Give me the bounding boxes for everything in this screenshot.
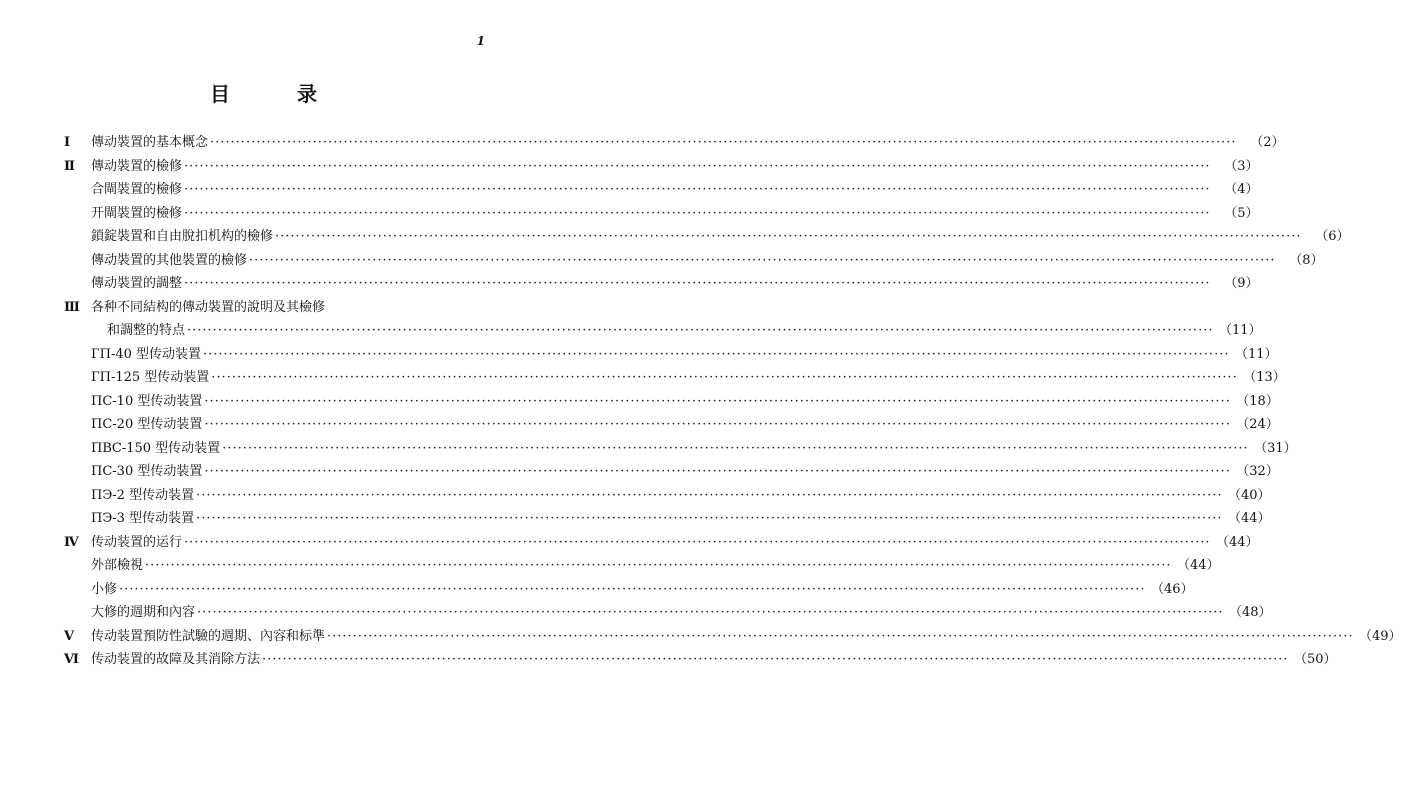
- dot-leader: ········································································································································································································: [187, 323, 1214, 338]
- toc-entry: [91, 225, 1350, 249]
- toc-page-ref: （44）: [1176, 558, 1220, 573]
- toc-row: [64, 272, 1259, 296]
- toc-row: [64, 554, 1220, 578]
- toc-row: [64, 625, 1401, 649]
- toc-row: [64, 601, 1272, 625]
- toc-entry-title: ПВС-150 型传动装置: [91, 440, 221, 456]
- dot-leader: ········································································································································································································: [119, 581, 1146, 597]
- toc-row: [64, 437, 1297, 461]
- toc-row: [64, 155, 1259, 179]
- toc-entry: [91, 296, 492, 320]
- toc-page-ref: （11）: [1234, 346, 1278, 362]
- dot-leader: ········································································································································································································: [275, 229, 1302, 244]
- toc-entry: [91, 437, 1297, 461]
- dot-leader: ········································································································································································································: [184, 276, 1211, 291]
- dot-leader: ········································································································································································································: [204, 417, 1231, 432]
- dot-leader: ········································································································································································································: [145, 558, 1172, 573]
- toc-entry: [91, 484, 1271, 508]
- toc-entry: [91, 155, 1259, 179]
- toc-entry-title: 传动装置的故障及其消除方法: [91, 652, 261, 667]
- toc-entry-title: 各种不同結构的傳动裝置的說明及其檢修: [91, 299, 326, 315]
- toc-entry-title: 傳动裝置的檢修: [91, 158, 183, 174]
- dot-leader: ········································································································································································································: [196, 487, 1223, 503]
- toc-entry: [91, 460, 1279, 484]
- dot-leader: ········································································································································································································: [262, 652, 1289, 667]
- toc-row: [64, 202, 1259, 226]
- toc-row: [64, 460, 1279, 484]
- toc-entry: [91, 507, 1271, 531]
- toc-page-ref: （44）: [1228, 511, 1271, 526]
- toc-entry-title: ПЭ-2 型传动装置: [91, 487, 195, 503]
- toc-entry-title: 小修: [91, 581, 118, 597]
- toc-page-ref: （6）: [1315, 229, 1350, 244]
- toc-row: [64, 484, 1271, 508]
- dot-leader: ········································································································································································································: [204, 464, 1231, 479]
- toc-entry: [91, 578, 1194, 602]
- toc-page-ref: （40）: [1228, 487, 1271, 503]
- toc-row: [64, 319, 1262, 343]
- toc-page-ref: （48）: [1228, 605, 1272, 620]
- dot-leader: ········································································································································································································: [222, 440, 1249, 456]
- toc-row: [64, 390, 1279, 414]
- toc-row: [64, 249, 1324, 273]
- toc-entry-title: ПС-30 型传动装置: [91, 464, 203, 479]
- toc-page-ref: （11）: [1218, 323, 1262, 338]
- toc-page-ref: （46）: [1150, 581, 1194, 597]
- toc-row: [64, 343, 1278, 367]
- dot-leader: ········································································································································································································: [196, 511, 1223, 526]
- toc-row: [64, 131, 1285, 155]
- toc-entry-title: 傳动裝置的其他裝置的檢修: [91, 252, 248, 268]
- toc-page-ref: （49）: [1358, 628, 1401, 644]
- toc-entry: [91, 366, 1286, 390]
- toc-entry-title: 合閘裝置的檢修: [91, 182, 183, 197]
- toc-entry-title: 开閘裝置的檢修: [91, 205, 183, 221]
- toc-page-ref: （24）: [1236, 417, 1279, 432]
- toc-entry: [91, 625, 1401, 649]
- toc-entry: [91, 390, 1279, 414]
- toc-row: [64, 225, 1350, 249]
- toc-page-ref: （2）: [1250, 135, 1285, 150]
- chapter-numeral: Ⅵ: [64, 652, 79, 667]
- dot-leader: ········································································································································································································: [327, 628, 1354, 644]
- toc-row: [64, 366, 1286, 390]
- toc-page-ref: （44）: [1215, 534, 1259, 550]
- toc-entry-title: 傳动裝置的調整: [91, 276, 183, 291]
- toc-entry: [107, 319, 1262, 343]
- toc-entry-title: 和調整的特点: [107, 323, 186, 338]
- toc-page-ref: （50）: [1293, 652, 1337, 667]
- toc-page-ref: （13）: [1243, 370, 1286, 385]
- toc-row: [64, 648, 1337, 672]
- toc-entry: [91, 601, 1272, 625]
- toc-entry-title: 大修的週期和內容: [91, 605, 196, 620]
- dot-leader: ········································································································································································································: [203, 346, 1230, 362]
- toc-page-ref: （18）: [1236, 393, 1279, 409]
- toc-page-ref: （9）: [1224, 276, 1259, 291]
- toc-entry-title: 傳动裝置的基本概念: [91, 135, 209, 150]
- toc-entry-title: ГП-40 型传动装置: [91, 346, 202, 362]
- toc-entry: [91, 413, 1279, 437]
- page-number: 1: [476, 34, 485, 48]
- dot-leader: ········································································································································································································: [184, 205, 1211, 221]
- toc-entry-title: ПЭ-3 型传动装置: [91, 511, 195, 526]
- toc-page-ref: （32）: [1236, 464, 1279, 479]
- dot-leader: ········································································································································································································: [211, 370, 1238, 385]
- toc-entry: [91, 554, 1220, 578]
- dot-leader: ········································································································································································································: [197, 605, 1224, 620]
- toc-entry-title: 传动装置預防性試驗的週期、內容和标準: [91, 628, 326, 644]
- toc-entry-title: 鎖錠裝置和自由脫扣机构的檢修: [91, 229, 274, 244]
- table-of-contents: [64, 131, 1401, 672]
- dot-leader: ········································································································································································································: [184, 182, 1211, 197]
- toc-entry: [91, 648, 1337, 672]
- chapter-numeral: Ⅰ: [64, 135, 71, 150]
- chapter-numeral: Ⅴ: [64, 628, 75, 644]
- toc-entry-title: ПС-20 型传动装置: [91, 417, 203, 432]
- chapter-numeral: Ⅱ: [64, 158, 75, 174]
- toc-entry: [91, 272, 1259, 296]
- dot-leader: ········································································································································································································: [210, 135, 1237, 150]
- toc-entry-title: 传动装置的运行: [91, 534, 183, 550]
- dot-leader: ········································································································································································································: [249, 252, 1276, 268]
- toc-row: [64, 413, 1279, 437]
- toc-page-ref: （31）: [1254, 440, 1297, 456]
- toc-row: [64, 296, 492, 320]
- chapter-numeral: Ⅲ: [64, 299, 80, 315]
- toc-entry: [91, 343, 1278, 367]
- toc-row: [64, 507, 1271, 531]
- toc-page-ref: （5）: [1224, 205, 1259, 221]
- toc-page-ref: （8）: [1289, 252, 1324, 268]
- toc-entry-title: ПС-10 型传动装置: [91, 393, 203, 409]
- toc-row: [64, 531, 1259, 555]
- toc-page-ref: （4）: [1224, 182, 1259, 197]
- toc-row: [64, 578, 1194, 602]
- toc-page-ref: （3）: [1224, 158, 1259, 174]
- dot-leader: ········································································································································································································: [204, 393, 1231, 409]
- toc-entry: [91, 531, 1259, 555]
- toc-entry-title: ГП-125 型传动装置: [91, 370, 210, 385]
- toc-entry: [91, 178, 1259, 202]
- page-title: 目 录: [210, 82, 347, 106]
- toc-entry: [91, 249, 1324, 273]
- toc-entry-title: 外部檢視: [91, 558, 144, 573]
- dot-leader: ········································································································································································································: [184, 534, 1211, 550]
- toc-entry: [91, 131, 1285, 155]
- dot-leader: ········································································································································································································: [184, 158, 1211, 174]
- toc-row: [64, 178, 1259, 202]
- toc-entry: [91, 202, 1259, 226]
- chapter-numeral: Ⅳ: [64, 534, 79, 550]
